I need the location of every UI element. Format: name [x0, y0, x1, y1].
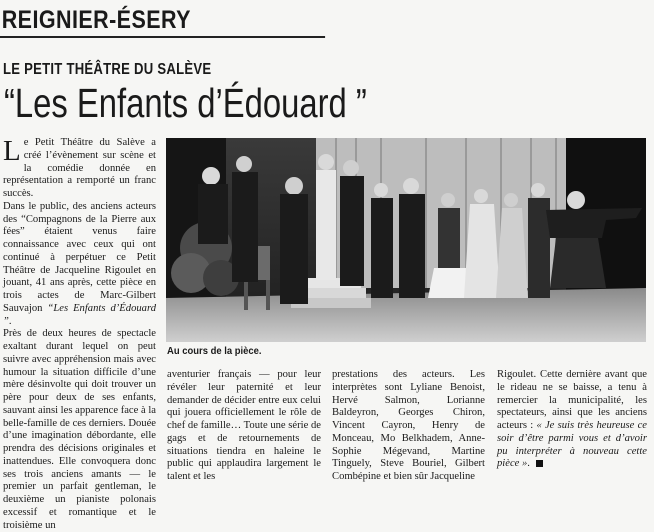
end-mark-icon [536, 460, 543, 467]
column-4-end: . [527, 458, 530, 470]
photo-caption: Au cours de la pièce. [167, 345, 262, 357]
article-column-2 [167, 369, 321, 484]
paragraph-2-text: Dans le public, des anciens acteurs des “Compagnons de la Pierre aux fées” étaient venus faire connaissance avec ceux qui ont continué à perpétuer ce Petit Théâtre de Jacqueline Rigoulet en jouant, 41 ans après, cette pièce en trois actes de Marc-Gilbert Sauvajon [3, 200, 156, 314]
column-4-text: Rigoulet. Cette dernière avant que le rideau ne se baisse, a tenu à remercier la municipalité, les spectateurs, ainsi que les anciens acteurs : [497, 369, 647, 431]
stage-photo [166, 138, 646, 342]
closing-quote: « Je suis très heureuse ce soir d’être parmi vous et d’avoir pu interpréter à nouveau cette pièce » [497, 420, 647, 470]
paragraph-2-end: . [8, 315, 12, 327]
article-column-3 [332, 369, 485, 484]
play-title: “Les Enfants d’Édouard ” [3, 302, 156, 327]
drop-cap: L [3, 135, 21, 167]
column-2-text: aventurier français — pour leur révéler leur paternité et leur demander de décider entre eux celui qui jouera officiellement le rôle de chef de famille… Toute une série de gags et de retournements de situations tiendra en haleine le public qui applaudira largement le talent et les [167, 369, 321, 482]
article-column-1 [3, 135, 156, 531]
stage-photo-illustration [166, 138, 646, 342]
headline: “Les Enfants d’Édouard ” [4, 80, 367, 126]
kicker: LE PETIT THÉÂTRE DU SALÈVE [3, 61, 212, 78]
column-3-text: prestations des acteurs. Les interprètes sont Lyliane Benoist, Hervé Salmon, Lorianne Baldeyron, Georges Chiron, Vincent Cayron, Henry de Monceau, Mo Belkhadem, Anne-Sophie Mégevand, Martine Tinguely, Steve Bouriel, Gilbert Combépine et bien sûr Jacqueline [332, 369, 485, 482]
article-column-4 [497, 369, 647, 471]
column-4-paragraph [497, 369, 647, 471]
paragraph-1 [3, 137, 156, 201]
paragraph-3: Près de deux heures de spectacle exaltant durant lequel on peut suivre avec appréhension mais avec humour la situation difficile d’une mère désinvolte qui doit trouver un père pour deux de ses enfants, sauvant ainsi les apparence face à la belle-famille de ces derniers. Douée d’une imagination débordante, elle prendra des décisions originales et inattendues. Elle convoquera donc ses trois anciens amants — le premier un parfait gentleman, le deuxième un pianiste polonais excessif et romantique et le troisième un [3, 328, 156, 531]
section-header: REIGNIER-ÉSERY [0, 2, 325, 38]
paragraph-1-text: e Petit Théâtre du Salève a créé l’évènement sur scène et la comédie donnée en représentation a remporté un franc succès. [3, 137, 156, 199]
paragraph-2 [3, 201, 156, 329]
